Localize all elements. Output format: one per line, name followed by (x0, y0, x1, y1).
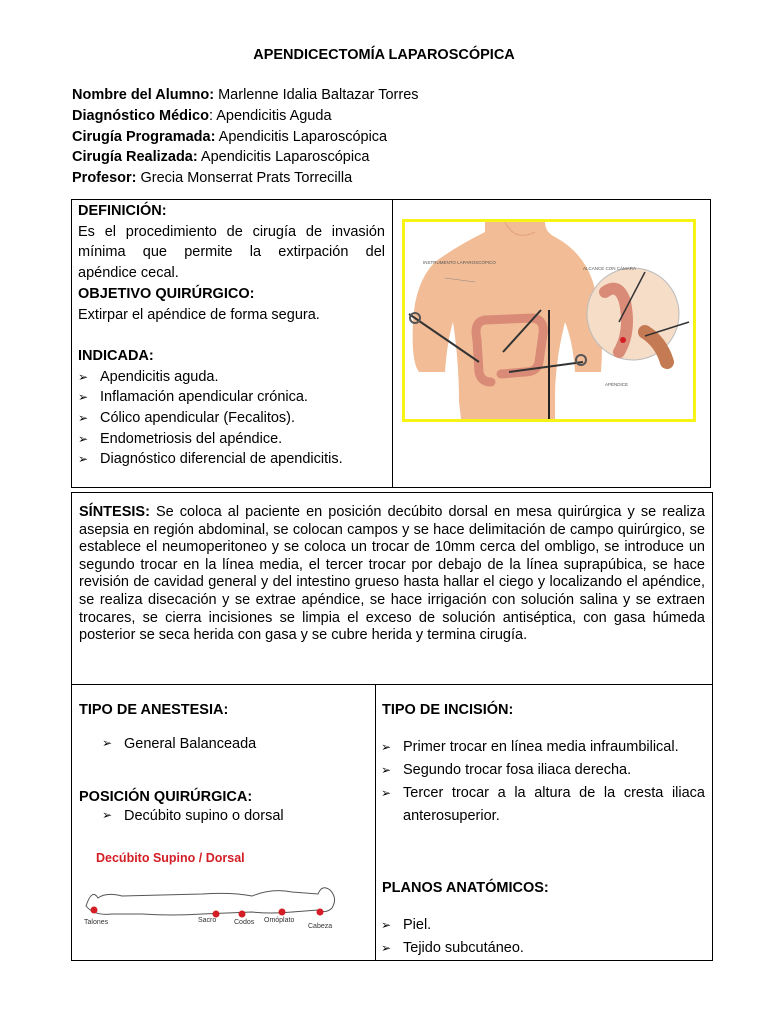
synthesis-paragraph (79, 504, 705, 645)
position-list (102, 808, 284, 824)
appendix-marker (620, 337, 626, 343)
anesthesia-heading: TIPO DE ANESTESIA: (79, 702, 229, 718)
list-item: ➢ Apendicitis aguda. (78, 367, 385, 388)
list-item: ➢ Diagnóstico diferencial de apendicitis. (78, 449, 385, 470)
laparoscopy-illustration (402, 219, 696, 422)
synthesis-label: SÍNTESIS: (79, 504, 150, 520)
supine-position-illustration (82, 848, 342, 934)
table-divider (72, 684, 712, 685)
point-marker (279, 909, 286, 916)
list-item: ➢ Tejido subcutáneo. (381, 937, 524, 960)
table-divider (392, 200, 393, 487)
appendix-label: APÉNDICE (605, 382, 629, 387)
indicated-list (78, 367, 385, 471)
instrument-label: INSTRUMENTO LAPAROSCÓPICO (423, 260, 496, 265)
definition-heading: DEFINICIÓN: (78, 203, 167, 219)
point-label: Talones (84, 919, 109, 926)
scheduled-line (72, 127, 419, 148)
professor-label: Profesor: (72, 170, 137, 187)
incision-heading: TIPO DE INCISIÓN: (382, 702, 514, 718)
performed-line (72, 147, 419, 168)
point-marker (91, 907, 98, 914)
patient-outline (86, 888, 335, 915)
planes-heading: PLANOS ANATÓMICOS: (382, 880, 549, 896)
diagnosis-label: Diagnóstico Médico (72, 107, 209, 124)
diagnosis-line (72, 106, 419, 127)
definition-line-1: Es el procedimiento de cirugía de invasión (78, 223, 385, 240)
table-divider (375, 684, 376, 960)
list-item: ➢ Endometriosis del apéndice. (78, 429, 385, 450)
scheduled-value: Apendicitis Laparoscópica (215, 128, 388, 145)
point-marker (239, 911, 246, 918)
point-label: Cabeza (308, 923, 333, 930)
list-item-line: ➢ Tercer trocar a la altura de la cresta iliaca (403, 785, 705, 801)
student-value: Marlenne Idalia Baltazar Torres (214, 87, 419, 103)
list-item: ➢ Decúbito supino o dorsal (102, 808, 284, 824)
definition-line-3: apéndice cecal. (78, 265, 179, 282)
list-item: ➢ Piel. (381, 914, 524, 937)
point-label: Omóplato (264, 917, 295, 924)
indicated-heading: INDICADA: (78, 347, 154, 364)
synthesis-text: Se coloca al paciente en posición decúbito dorsal en mesa quirúrgica y se realiza asepsia en región abdominal, se colocan campos y se hace delimitación de campo quirúrgico, se establece el neumoperitoneo y se coloca un trocar de 10mm cerca del ombligo, se introduce un segundo trocar en la línea media, el tercer trocar por debajo de la línea suprapúbica, se hace revisión de cavidad general y del intestino grueso hasta hallar el ciego y localizando el apéndice, se realiza disecación y se extrae apéndice, se hace irrigación con solución salina y se extraen trocares, se cierra incisiones se limpia el exceso de solución antiséptica, con gasa húmeda posterior se seca herida con gasa y se cubre herida y termina cirugía. (79, 504, 705, 644)
definition-line-2: mínima que permite la extirpación del (78, 244, 385, 261)
list-item: ➢ General Balanceada (102, 736, 256, 752)
definition-cell (78, 201, 385, 470)
professor-line (72, 168, 419, 189)
scheduled-label: Cirugía Programada: (72, 128, 216, 145)
objective-heading: OBJETIVO QUIRÚRGICO: (78, 285, 255, 302)
performed-value: Apendicitis Laparoscópica (197, 149, 370, 166)
spacer (78, 325, 385, 346)
list-item: ➢ Inflamación apendicular crónica. (78, 387, 385, 408)
supine-svg (82, 848, 342, 934)
performed-label: Cirugía Realizada: (72, 149, 198, 166)
student-label: Nombre del Alumno: (72, 87, 215, 103)
planes-list (381, 914, 524, 960)
list-item: ➢ Segundo trocar fosa iliaca derecha. (381, 759, 705, 782)
position-figure-title: Decúbito Supino / Dorsal (96, 851, 245, 865)
position-heading: POSICIÓN QUIRÚRGICA: (79, 789, 253, 805)
point-marker (317, 909, 324, 916)
list-item-line: anterosuperior. (403, 808, 500, 824)
professor-value: Grecia Monserrat Prats Torrecilla (136, 170, 353, 187)
objective-text: Extirpar el apéndice de forma segura. (78, 306, 320, 323)
incision-list (381, 736, 705, 828)
camera-label: ALCANCE CON CÁMARA (583, 266, 637, 271)
header-info (72, 85, 419, 189)
point-label: Codos (234, 919, 255, 926)
anesthesia-list (102, 736, 256, 752)
list-item: ➢ Primer trocar en línea media infraumbilical. (381, 736, 705, 759)
student-line (72, 85, 419, 106)
diagnosis-value: : Apendicitis Aguda (208, 107, 332, 124)
laparoscopy-svg (405, 222, 693, 419)
point-label: Sacro (198, 917, 217, 924)
document-title: APENDICECTOMÍA LAPAROSCÓPICA (253, 47, 515, 63)
list-item (381, 782, 705, 828)
list-item: ➢ Cólico apendicular (Fecalitos). (78, 408, 385, 429)
